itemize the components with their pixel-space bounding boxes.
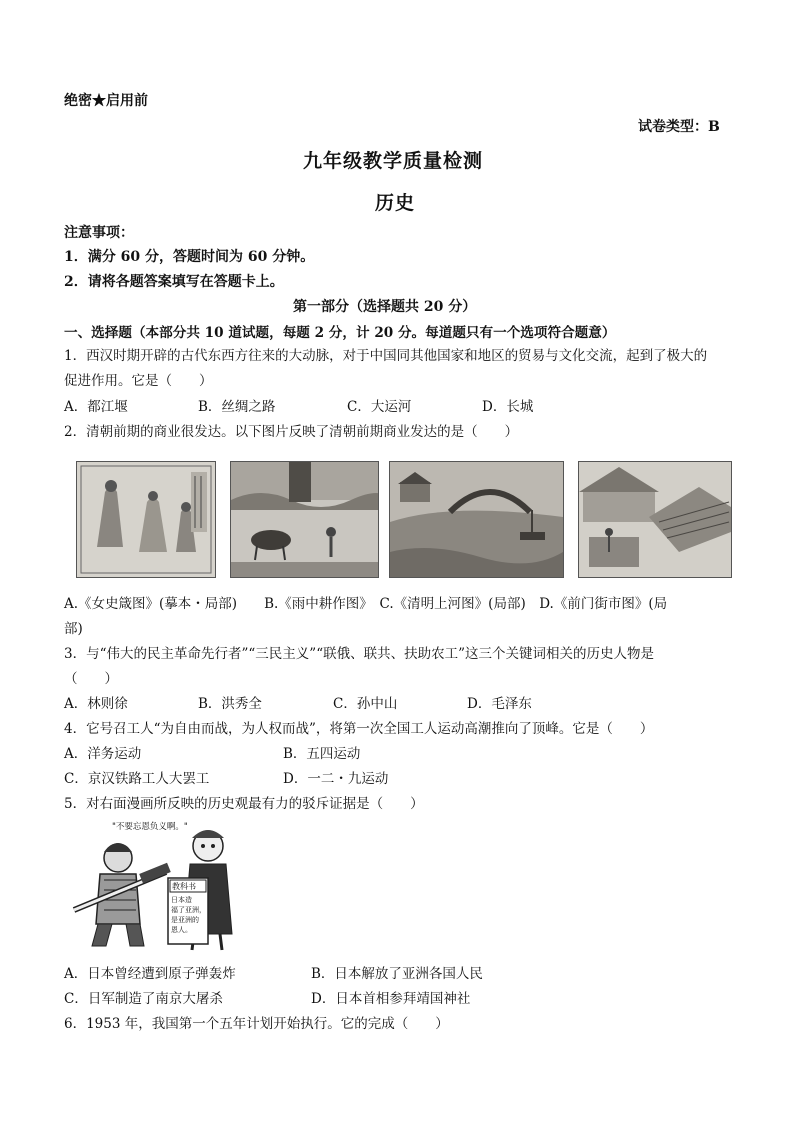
q3-option-d: D．毛泽东 [467,696,532,712]
paper-type: 试卷类型：B [638,119,720,135]
q3-stem-line1: 3．与“伟大的民主革命先行者”“三民主义”“联俄、联共、扶助农工”这三个关键词相关的历史人物是 [64,646,654,662]
q5-option-d: D．日本首相参拜靖国神社 [311,991,471,1007]
q4-option-a: A．洋务运动 [64,746,142,762]
q5-cartoon [70,818,242,960]
q4-option-c: C．京汉铁路工人大罢工 [64,771,210,787]
subject-title: 历史 [375,192,416,214]
q5-cartoon-book-line: 恩人。 [171,926,192,934]
q5-cartoon-caption: "不要忘恩负义啊。" [112,822,188,832]
q1-stem-line2: 促进作用。它是（ ） [64,373,213,389]
q4-stem: 4．它号召工人“为自由而战，为人权而战”，将第一次全国工人运动高潮推向了顶峰。它是（ ） [64,721,654,737]
note-item: 2．请将各题答案填写在答题卡上。 [64,274,284,290]
q1-option-d: D．长城 [482,399,534,415]
q5-cartoon-book-line: 福了亚洲， [171,906,206,914]
page-title: 九年级教学质量检测 [303,150,484,172]
q3-option-c: C．孙中山 [333,696,398,712]
q3-option-a: A．林则徐 [64,696,128,712]
q6-stem: 6．1953 年，我国第一个五年计划开始执行。它的完成（ ） [64,1016,449,1032]
q2-stem: 2．清朝前期的商业很发达。以下图片反映了清朝前期商业发达的是（ ） [64,424,519,440]
confidential-label: 绝密★启用前 [64,93,148,109]
q3-stem-line2: （ ） [64,671,118,687]
q1-option-c: C．大运河 [347,399,412,415]
q5-cartoon-drawing [70,818,242,960]
section-title: 一、选择题（本部分共 10 道试题，每题 2 分，计 20 分。每道题只有一个选项符合题意） [64,325,616,341]
q2-image-c-painting [389,461,564,578]
q4-option-d: D．一二・九运动 [283,771,389,787]
q2-image-a-painting [76,461,216,578]
q5-cartoon-book-line: 是亚洲的 [171,916,199,924]
q5-option-c: C．日军制造了南京大屠杀 [64,991,223,1007]
q1-option-a: A．都江堰 [64,399,128,415]
q5-cartoon-book-title: 教科书 [172,882,196,891]
q5-option-a: A．日本曾经遭到原子弹轰炸 [64,966,236,982]
notes-heading: 注意事项： [64,225,134,241]
note-item: 1．满分 60 分，答题时间为 60 分钟。 [64,249,315,265]
q1-option-b: B．丝绸之路 [198,399,276,415]
part1-title: 第一部分（选择题共 20 分） [293,299,477,315]
q2-options-line1: A.《女史箴图》(摹本・局部) B.《雨中耕作图》 C.《清明上河图》(局部) D.《前门街市图》(局 [64,596,668,612]
q4-option-b: B．五四运动 [283,746,361,762]
q2-image-b-painting [230,461,379,578]
q2-image-d-painting [578,461,732,578]
q1-stem-line1: 1．西汉时期开辟的古代东西方往来的大动脉，对于中国同其他国家和地区的贸易与文化交流，起到了极大的 [64,348,708,364]
q2-options-line2: 部) [64,621,83,637]
q5-cartoon-book-line: 日本造 [171,896,192,904]
q5-stem: 5．对右面漫画所反映的历史观最有力的驳斥证据是（ ） [64,796,424,812]
q3-option-b: B．洪秀全 [198,696,262,712]
q5-option-b: B．日本解放了亚洲各国人民 [311,966,483,982]
